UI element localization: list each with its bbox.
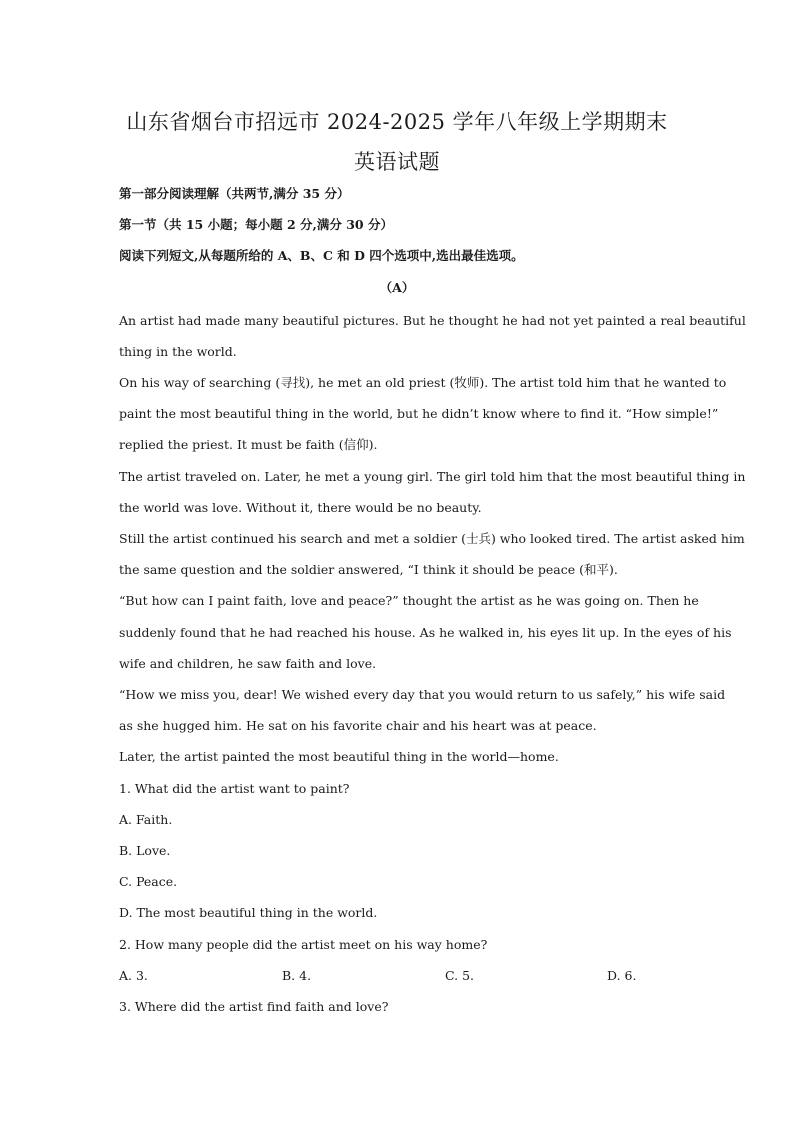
- passage-line: the world was love. Without it, there would be no beauty.: [119, 500, 482, 515]
- exam-title: 山东省烟台市招远市 2024-2025 学年八年级上学期期末: [126, 110, 668, 134]
- passage-line: Still the artist continued his search and met a soldier (士兵) who looked tired. The artist asked him: [119, 531, 745, 546]
- passage-label: （A）: [379, 280, 415, 295]
- question-1-option-a: A. Faith.: [119, 812, 173, 827]
- passage-line: On his way of searching (寻找), he met an old priest (牧师). The artist told him that he wanted to: [119, 375, 727, 390]
- passage-line: replied the priest. It must be faith (信仰).: [119, 437, 378, 452]
- passage-line: An artist had made many beautiful pictures. But he thought he had not yet painted a real beautiful: [119, 313, 746, 328]
- instruction-text: 阅读下列短文,从每题所给的 A、B、C 和 D 四个选项中,选出最佳选项。: [119, 248, 524, 263]
- question-3-stem: 3. Where did the artist find faith and love?: [119, 999, 389, 1014]
- passage-line: “But how can I paint faith, love and peace?” thought the artist as he was going on. Then he: [119, 593, 699, 608]
- question-2-option-a: A. 3.: [119, 968, 148, 983]
- question-2-option-c: C. 5.: [445, 968, 474, 983]
- passage-line: wife and children, he saw faith and love.: [119, 656, 377, 671]
- question-1-option-d: D. The most beautiful thing in the world.: [119, 905, 378, 920]
- passage-line: The artist traveled on. Later, he met a young girl. The girl told him that the most beautiful thing in: [119, 469, 746, 484]
- passage-line: suddenly found that he had reached his house. As he walked in, his eyes lit up. In the eyes of his: [119, 625, 732, 640]
- passage-line: thing in the world.: [119, 344, 237, 359]
- exam-subtitle: 英语试题: [354, 150, 440, 174]
- part-heading: 第一部分阅读理解（共两节,满分 35 分）: [119, 186, 350, 201]
- question-1-option-c: C. Peace.: [119, 874, 178, 889]
- question-2-option-d: D. 6.: [607, 968, 637, 983]
- passage-line: Later, the artist painted the most beautiful thing in the world—home.: [119, 749, 559, 764]
- passage-line: as she hugged him. He sat on his favorite chair and his heart was at peace.: [119, 718, 597, 733]
- passage-line: the same question and the soldier answered, “I think it should be peace (和平).: [119, 562, 618, 577]
- section-heading: 第一节（共 15 小题；每小题 2 分,满分 30 分）: [119, 217, 393, 232]
- question-2-option-b: B. 4.: [282, 968, 312, 983]
- question-1-stem: 1. What did the artist want to paint?: [119, 781, 350, 796]
- question-2-stem: 2. How many people did the artist meet on his way home?: [119, 937, 488, 952]
- passage-line: “How we miss you, dear! We wished every day that you would return to us safely,” his wife said: [119, 687, 726, 702]
- passage-line: paint the most beautiful thing in the world, but he didn’t know where to find it. “How simple!”: [119, 406, 719, 421]
- question-1-option-b: B. Love.: [119, 843, 171, 858]
